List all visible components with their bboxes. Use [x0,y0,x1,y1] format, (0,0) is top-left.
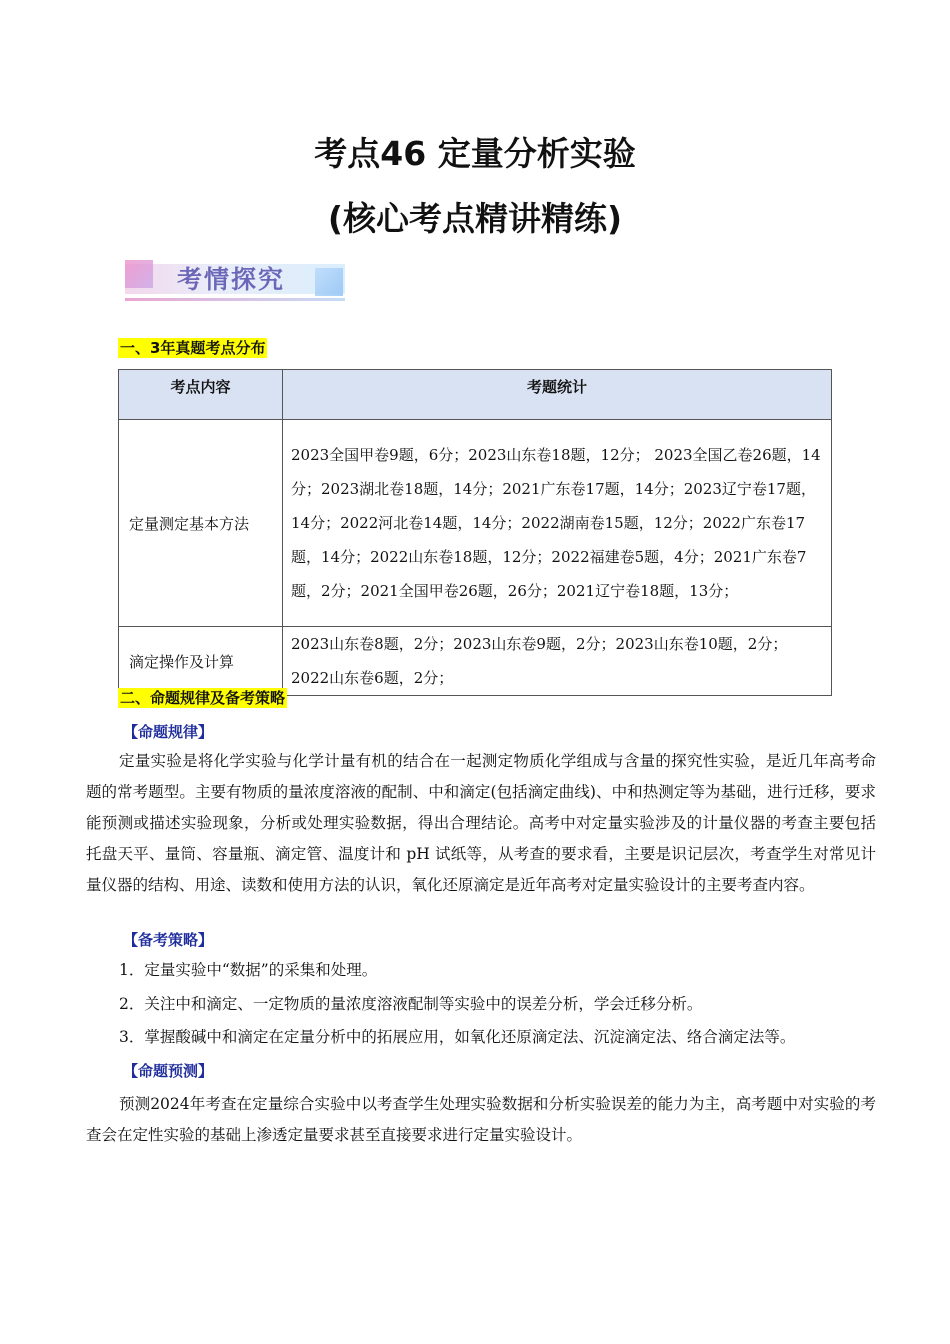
section-banner [125,258,345,302]
row-stats: 2023全国甲卷9题，6分；2023山东卷18题，12分； 2023全国乙卷26题，14分；2023湖北卷18题，14分；2021广东卷17题，14分；2023辽宁卷17题，14分；2022河北卷14题，14分；2022湖南卷15题，12分；2022广东卷17题，14分；2022山东卷18题，12分；2022福建卷5题，4分；2021广东卷7题，2分；2021全国甲卷26题，26分；2021辽宁卷18题，13分； [283,420,832,627]
page-subtitle: (核心考点精讲精练) [327,199,623,238]
subheading-strategy: 【备考策略】 [123,931,214,949]
header-stats: 考题统计 [283,370,832,420]
subheading-prediction: 【命题预测】 [123,1062,214,1080]
exam-stats-table [118,369,832,696]
row-topic: 定量测定基本方法 [119,420,283,627]
page-title: 考点46 定量分析实验 [314,134,636,173]
section1-heading: 一、3年真题考点分布 [120,339,266,357]
strategy-item: 2．关注中和滴定、一定物质的量浓度溶液配制等实验中的误差分析，学会迁移分析。 [119,995,703,1013]
section2-heading: 二、命题规律及备考策略 [120,689,286,707]
table-row [119,420,832,627]
row-stats: 2023山东卷8题，2分；2023山东卷9题，2分；2023山东卷10题，2分；2022山东卷6题，2分； [283,627,832,696]
pattern-paragraph: 定量实验是将化学实验与化学计量有机的结合在一起测定物质化学组成与含量的探究性实验，是近几年高考命题的常考题型。主要有物质的量浓度溶液的配制、中和滴定(包括滴定曲线)、中和热测定等为基础，进行迁移，要求能预测或描述实验现象，分析或处理实验数据，得出合理结论。高考中对定量实验涉及的计量仪器的考查主要包括托盘天平、量筒、容量瓶、滴定管、温度计和 pH 试纸等，从考查的要求看，主要是识记层次，考查学生对常见计量仪器的结构、用途、读数和使用方法的认识，氧化还原滴定是近年高考对定量实验设计的主要考查内容。 [86,752,876,894]
header-topic: 考点内容 [119,370,283,420]
table-row [119,627,832,696]
banner-decoration-left [125,260,153,288]
subheading-pattern: 【命题规律】 [123,723,214,741]
banner-decoration-right [315,268,343,296]
strategy-item: 3．掌握酸碱中和滴定在定量分析中的拓展应用，如氧化还原滴定法、沉淀滴定法、络合滴定法等。 [119,1028,796,1046]
row-topic: 滴定操作及计算 [119,627,283,696]
banner-underline [125,298,345,301]
prediction-paragraph: 预测2024年考查在定量综合实验中以考查学生处理实验数据和分析实验误差的能力为主，高考题中对实验的考查会在定性实验的基础上渗透定量要求甚至直接要求进行定量实验设计。 [86,1095,876,1144]
strategy-item: 1．定量实验中“数据”的采集和处理。 [119,961,378,979]
banner-label: 考情探究 [177,265,286,294]
table-header-row [119,370,832,420]
